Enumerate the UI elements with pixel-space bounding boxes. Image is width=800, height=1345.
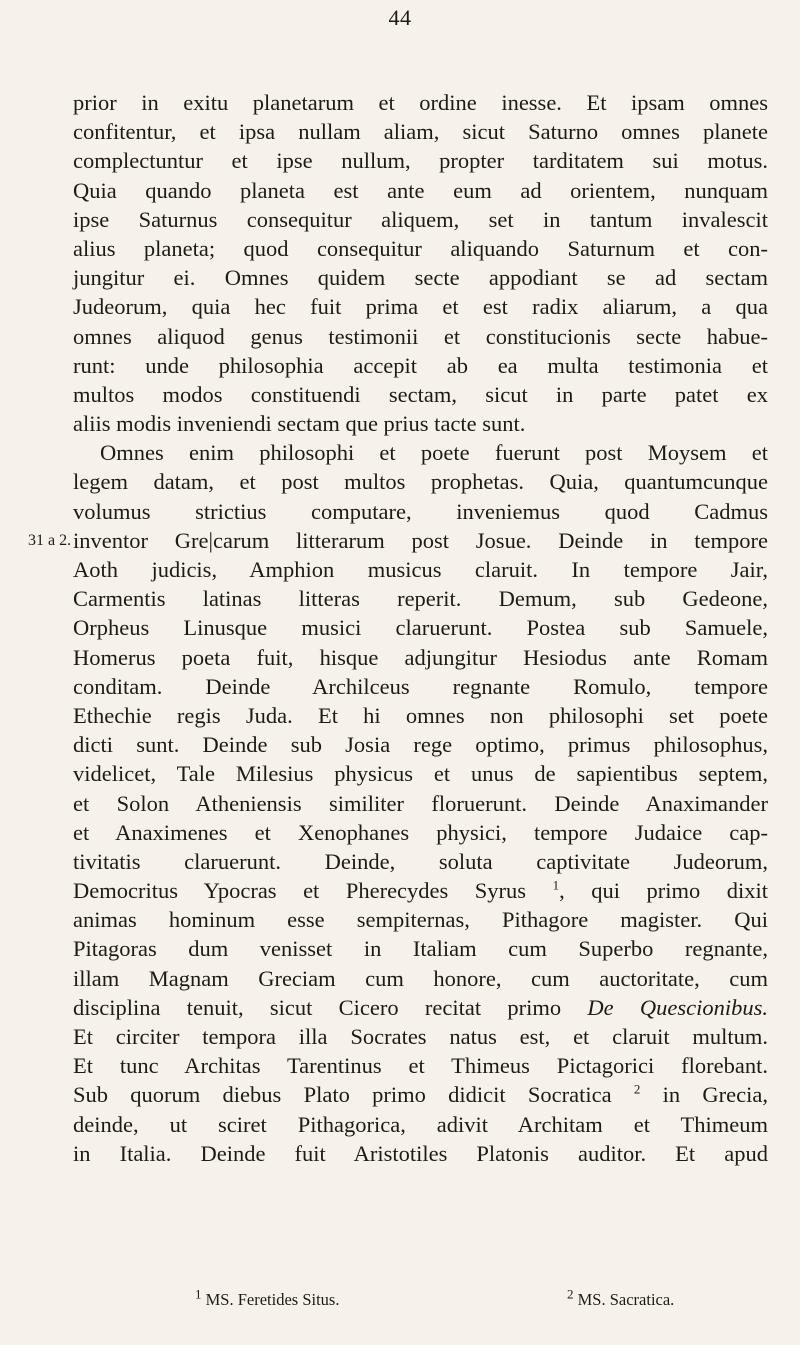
text-line — [73, 876, 768, 905]
footnote-text: MS. Sacratica. — [577, 1290, 675, 1309]
text-line: dicti sunt. Deinde sub Josia rege optimo, primus philosophus, — [73, 732, 768, 758]
text-line: Et circiter tempora illa Socrates natus est, et claruit multum. — [73, 1024, 768, 1049]
text-segment: in Grecia, — [640, 1082, 768, 1108]
text-segment: Sub quorum diebus Plato primo didicit Socratica — [73, 1082, 612, 1108]
text-line: Aoth judicis, Amphion musicus claruit. In tempore Jair, — [73, 557, 768, 582]
text-segment: , qui primo dixit — [559, 878, 768, 904]
text-line: tivitatis claruerunt. Deinde, soluta captivitate Judeorum, — [73, 848, 768, 874]
text-line: Carmentis latinas litteras reperit. Demum, sub Gedeone, — [73, 586, 768, 612]
text-line-with-margin-note — [28, 526, 768, 555]
text-line: prior in exitu planetarum et ordine inesse. Et ipsam omnes — [73, 90, 768, 115]
footnote-ref: 2 — [633, 1081, 641, 1097]
footnote — [195, 1286, 340, 1310]
text-line: jungitur ei. Omnes quidem secte appodiant se ad sectam — [73, 265, 768, 291]
text-line: multos modos constituendi sectam, sicut in parte patet ex — [73, 381, 768, 407]
text-line: animas hominum esse sempiternas, Pithagore magister. Qui — [73, 907, 768, 933]
text-line: conditam. Deinde Archilceus regnante Romulo, tempore — [73, 673, 768, 699]
text-line: ipse Saturnus consequitur aliquem, set in tantum invalescit — [73, 206, 768, 232]
text-line-content: inventor Gre|carum litterarum post Josue. Deinde in tempore — [73, 527, 768, 553]
text-line: illam Magnam Greciam cum honore, cum auctoritate, cum — [73, 965, 768, 991]
text-line: in Italia. Deinde fuit Aristotiles Platonis auditor. Et apud — [73, 1140, 768, 1166]
text-line — [73, 993, 768, 1022]
text-line: deinde, ut sciret Pithagorica, adivit Architam et Thimeum — [73, 1111, 768, 1137]
text-line: aliis modis inveniendi sectam que prius tacte sunt. — [73, 411, 526, 437]
text-line: legem datam, et post multos prophetas. Quia, quantumcunque — [73, 469, 768, 495]
text-line: runt: unde philosophia accepit ab ea multa testimonia et — [73, 352, 768, 378]
text-line: alius planeta; quod consequitur aliquando Saturnum et con- — [73, 235, 768, 261]
text-line: confitentur, et ipsa nullam aliam, sicut Saturno omnes planete — [73, 119, 768, 145]
margin-note: 31 a 2. — [28, 531, 72, 549]
page-number: 44 — [388, 5, 412, 30]
footnote-text: MS. Feretides Situs. — [205, 1290, 340, 1309]
text-line: Quia quando planeta est ante eum ad orientem, nunquam — [73, 177, 768, 203]
footnote-ref: 1 — [552, 877, 560, 893]
text-line: Ethechie regis Juda. Et hi omnes non philosophi set poete — [73, 702, 768, 728]
text-line: videlicet, Tale Milesius physicus et unus de sapientibus septem, — [73, 761, 768, 787]
text-line: Judeorum, quia hec fuit prima et est radix aliarum, a qua — [73, 294, 768, 320]
work-title: De Quescionibus. — [587, 994, 768, 1020]
text-line: et Solon Atheniensis similiter floruerunt. Deinde Anaximander — [73, 790, 768, 816]
main-text — [28, 88, 768, 1168]
text-line: Pitagoras dum venisset in Italiam cum Superbo regnante, — [73, 936, 768, 962]
footnote — [567, 1286, 675, 1310]
footnote-mark: 1 — [195, 1286, 202, 1302]
text-line: Et tunc Architas Tarentinus et Thimeus Pictagorici florebant. — [73, 1053, 768, 1079]
text-line: omnes aliquod genus testimonii et constitucionis secte habue- — [73, 323, 768, 349]
text-line — [73, 1080, 768, 1109]
text-segment: disciplina tenuit, sicut Cicero recitat primo — [73, 994, 562, 1020]
text-line: Orpheus Linusque musici claruerunt. Postea sub Samuele, — [73, 615, 768, 641]
text-line: et Anaximenes et Xenophanes physici, tempore Judaice cap- — [73, 819, 768, 845]
text-line: complectuntur et ipse nullum, propter tarditatem sui motus. — [73, 148, 768, 174]
footnote-mark: 2 — [567, 1286, 574, 1302]
text-segment: Democritus Ypocras et Pherecydes Syrus — [73, 878, 527, 904]
text-line: Omnes enim philosophi et poete fuerunt post Moysem et — [100, 440, 768, 466]
text-line: Homerus poeta fuit, hisque adjungitur Hesiodus ante Romam — [73, 644, 768, 670]
text-line: volumus strictius computare, inveniemus quod Cadmus — [73, 498, 768, 524]
